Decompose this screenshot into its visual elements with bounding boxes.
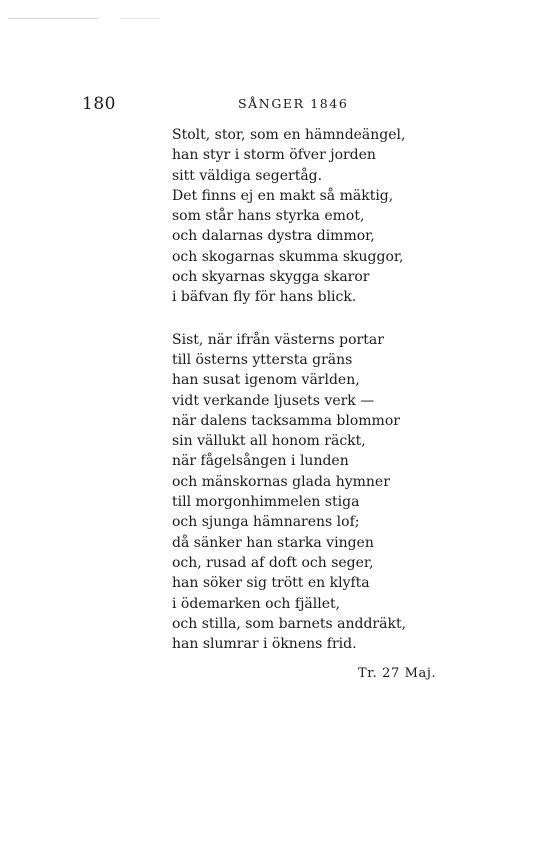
verse-line: och skyarnas skygga skaror [172,269,370,286]
verse-line: när fågelsången i lunden [172,453,349,470]
date-signature: Tr. 27 Maj. [358,666,437,681]
verse-line: och dalarnas dystra dimmor, [172,228,375,245]
verse-line: och stilla, som barnets anddräkt, [172,615,407,632]
verse-line: sin vällukt all honom räckt, [172,433,366,450]
verse-line: till morgonhimmelen stiga [172,494,360,511]
scan-artifact [8,18,98,19]
verse-line: sitt väldiga segertåg. [172,167,323,184]
verse-line: han slumrar i öknens frid. [172,636,357,653]
verse-line: i ödemarken och fjället, [172,595,341,612]
verse-line: till österns yttersta gräns [172,351,353,368]
verse-line: Sist, när ifrån västerns portar [172,331,384,348]
stanza-2 [172,330,472,655]
verse-line: och skogarnas skumma skuggor, [172,248,404,265]
verse-line: och sjunga hämnarens lof; [172,514,360,531]
verse-line: då sänker han starka vingen [172,534,374,551]
stanza-1 [172,125,472,308]
running-title: SÅNGER 1846 [238,96,349,111]
poem [172,125,472,654]
verse-line: när dalens tacksamma blommor [172,412,400,429]
verse-line: i bäfvan fly för hans blick. [172,289,357,306]
verse-line: och, rusad af doft och seger, [172,554,374,571]
verse-line: som står hans styrka emot, [172,208,365,225]
verse-line: Det finns ej en makt så mäktig, [172,187,394,204]
verse-line: han susat igenom världen, [172,372,360,389]
verse-line: han styr i storm öfver jorden [172,147,376,164]
verse-line: Stolt, stor, som en hämndeängel, [172,127,406,143]
page-number: 180 [82,94,116,114]
verse-line: han söker sig trött en klyfta [172,575,370,592]
verse-line: och mänskornas glada hymner [172,473,390,490]
scan-artifact [120,18,160,19]
verse-line: vidt verkande ljusets verk — [172,392,375,409]
